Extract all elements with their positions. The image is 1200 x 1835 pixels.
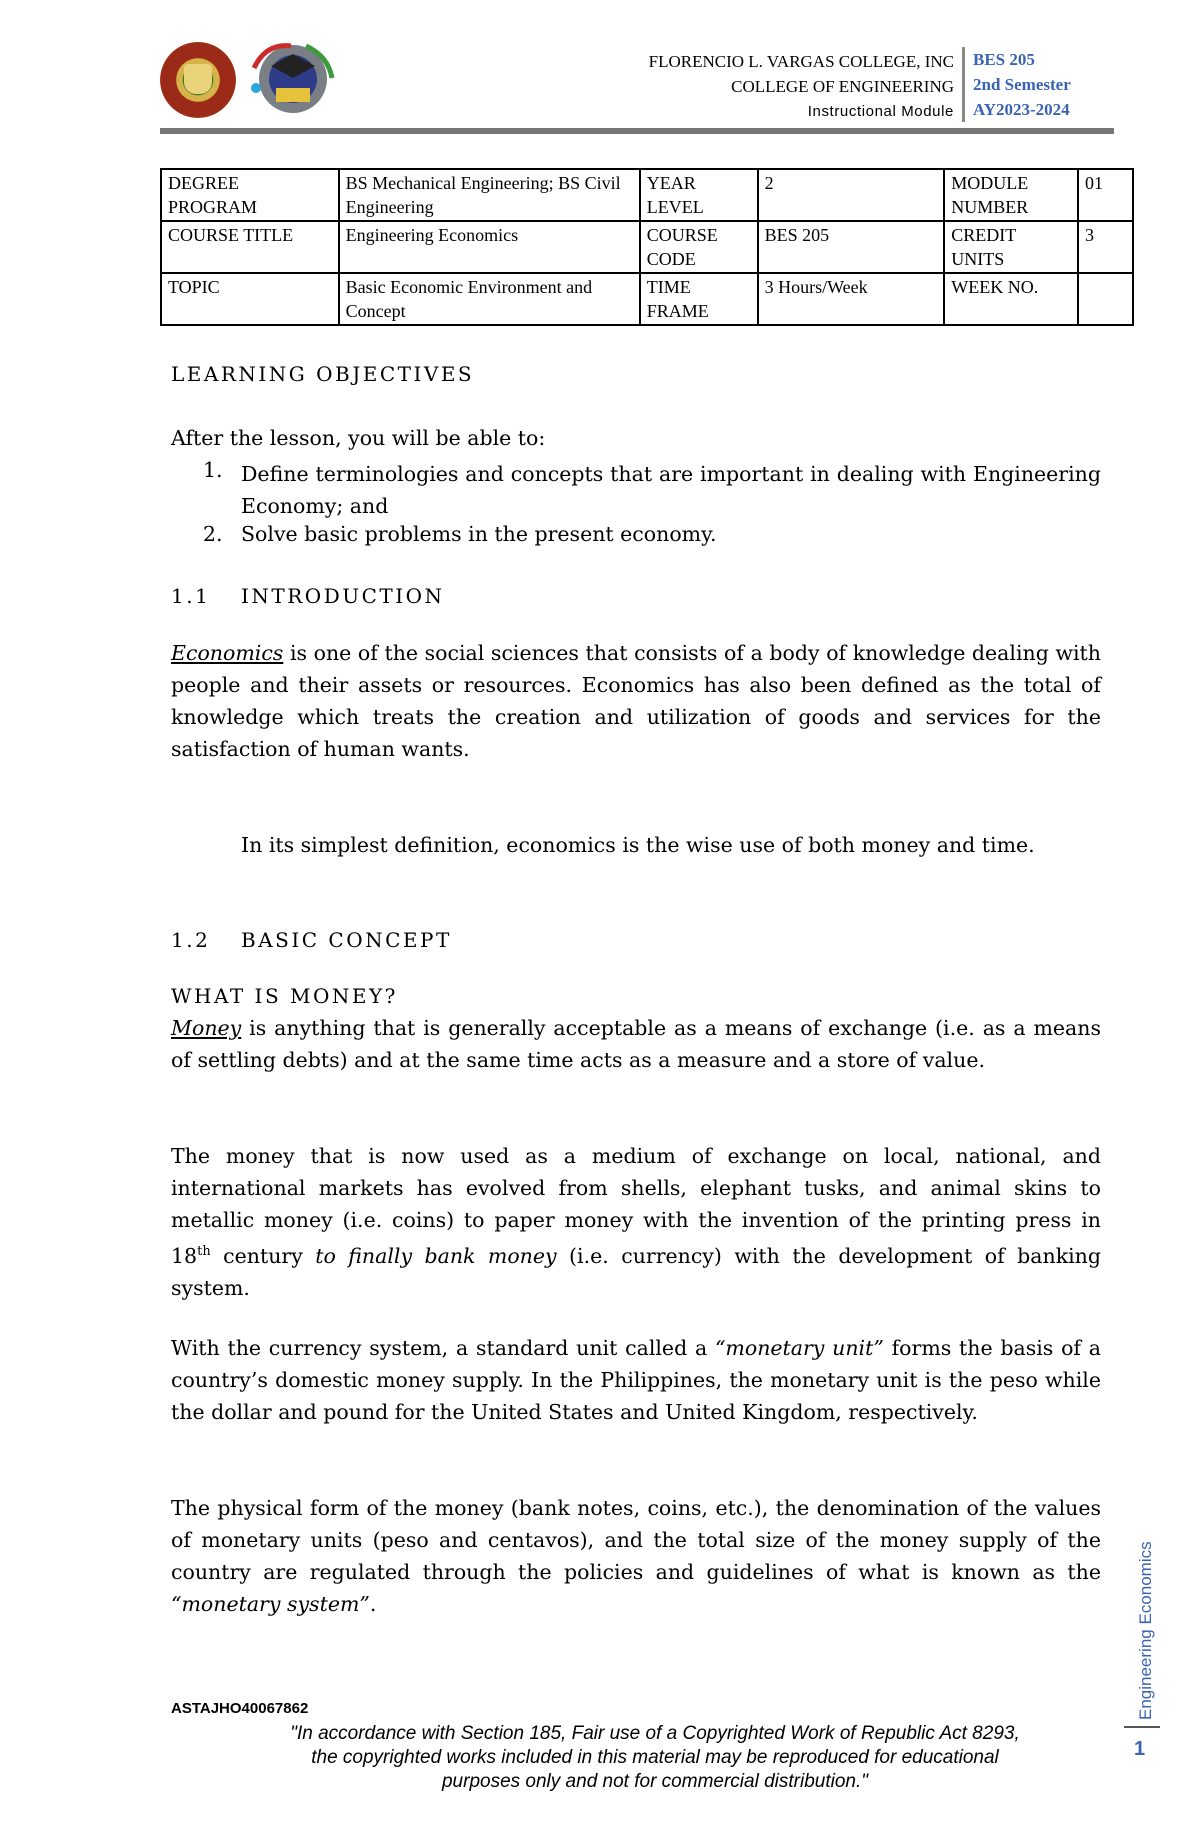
money-history-paragraph: The money that is now used as a medium of exchange on local, national, and international markets has evolved from shells, elephant tusks, and animal skins to metallic money (i.e. coins) to paper money with the invention of the printing press in 18th century to finally bank money (i.e. currency) with the development of banking system. xyxy=(171,1144,1102,1300)
table-cell: COURSE CODE xyxy=(640,221,758,273)
section-number: 1.1 xyxy=(171,584,211,608)
college-seal-logo xyxy=(160,42,236,118)
header-course-block xyxy=(962,47,1071,122)
intro-paragraph-2: In its simplest definition, economics is the wise use of both money and time. xyxy=(241,833,1035,857)
side-label: Engineering Economics xyxy=(1136,1541,1155,1720)
term-money: Money xyxy=(171,1016,242,1040)
table-cell: 2 xyxy=(758,169,945,221)
objectives-intro: After the lesson, you will be able to: xyxy=(171,426,546,450)
table-cell: CREDIT UNITS xyxy=(944,221,1078,273)
institution-name: FLORENCIO L. VARGAS COLLEGE, INC xyxy=(648,52,954,71)
objective-number: 2. xyxy=(203,522,223,546)
header-divider xyxy=(160,128,1114,134)
objective-item: Solve basic problems in the present economy. xyxy=(241,522,717,546)
table-cell xyxy=(1078,273,1133,325)
engineering-logo xyxy=(246,38,340,120)
section-number: 1.2 xyxy=(171,928,211,952)
objective-number: 1. xyxy=(203,458,223,482)
table-row xyxy=(161,273,1133,325)
module-type: Instructional Module xyxy=(807,103,954,120)
page-number-divider xyxy=(1124,1726,1160,1728)
header-semester: 2nd Semester xyxy=(973,75,1071,94)
header-institution-block xyxy=(649,49,954,124)
header-course-code: BES 205 xyxy=(973,50,1035,69)
document-code: ASTAJHO40067862 xyxy=(171,1700,309,1717)
subheading: WHAT IS MONEY? xyxy=(171,984,398,1008)
currency-paragraph: With the currency system, a standard unit called a “monetary unit” forms the basis of a country’s domestic money supply. In the Philippines, the monetary unit is the peso while the dollar and pound for the United States and United Kingdom, respectively. xyxy=(171,1336,1101,1424)
section-title: BASIC CONCEPT xyxy=(241,928,452,952)
table-row xyxy=(161,169,1133,221)
money-paragraph: Money is anything that is generally acceptable as a means of exchange (i.e. as a means of settling debts) and at the same time acts as a measure and a store of value. xyxy=(171,1016,1101,1072)
table-cell: 3 Hours/Week xyxy=(758,273,945,325)
intro-paragraph: Economics is one of the social sciences that consists of a body of knowledge dealing with people and their assets or resources. Economics has also been defined as the total of knowledge which treats the creation and utilization of goods and services for the satisfaction of human wants. xyxy=(171,641,1101,761)
table-row xyxy=(161,221,1133,273)
table-cell: 01 xyxy=(1078,169,1133,221)
page-number: 1 xyxy=(1134,1738,1146,1760)
monetary-system-paragraph: The physical form of the money (bank notes, coins, etc.), the denomination of the values of monetary units (peso and centavos), and the total size of the money supply of the country are regulated through the policies and guidelines of what is known as the “monetary system”. xyxy=(171,1496,1101,1616)
section-title: INTRODUCTION xyxy=(241,584,445,608)
term-economics: Economics xyxy=(171,641,284,665)
table-cell: WEEK NO. xyxy=(944,273,1078,325)
college-name: COLLEGE OF ENGINEERING xyxy=(731,77,954,96)
table-cell: DEGREE PROGRAM xyxy=(161,169,339,221)
table-cell: TIME FRAME xyxy=(640,273,758,325)
table-cell: COURSE TITLE xyxy=(161,221,339,273)
objective-item: Define terminologies and concepts that are important in dealing with Engineering Economy; and xyxy=(241,462,1101,518)
header-academic-year: AY2023-2024 xyxy=(973,100,1070,119)
copyright-disclaimer: "In accordance with Section 185, Fair use of a Copyrighted Work of Republic Act 8293, the copyrighted works included in this material may be reproduced for educational purposes only and not for commercial distribution." xyxy=(290,1723,1020,1792)
table-cell: YEAR LEVEL xyxy=(640,169,758,221)
table-cell: BS Mechanical Engineering; BS Civil Engineering xyxy=(339,169,640,221)
table-cell: Basic Economic Environment and Concept xyxy=(339,273,640,325)
college-logos xyxy=(160,38,350,120)
table-cell: BES 205 xyxy=(758,221,945,273)
objectives-heading: LEARNING OBJECTIVES xyxy=(171,362,475,386)
table-cell: TOPIC xyxy=(161,273,339,325)
table-cell: 3 xyxy=(1078,221,1133,273)
table-cell: Engineering Economics xyxy=(339,221,640,273)
table-cell: MODULE NUMBER xyxy=(944,169,1078,221)
course-info-table xyxy=(160,168,1134,326)
